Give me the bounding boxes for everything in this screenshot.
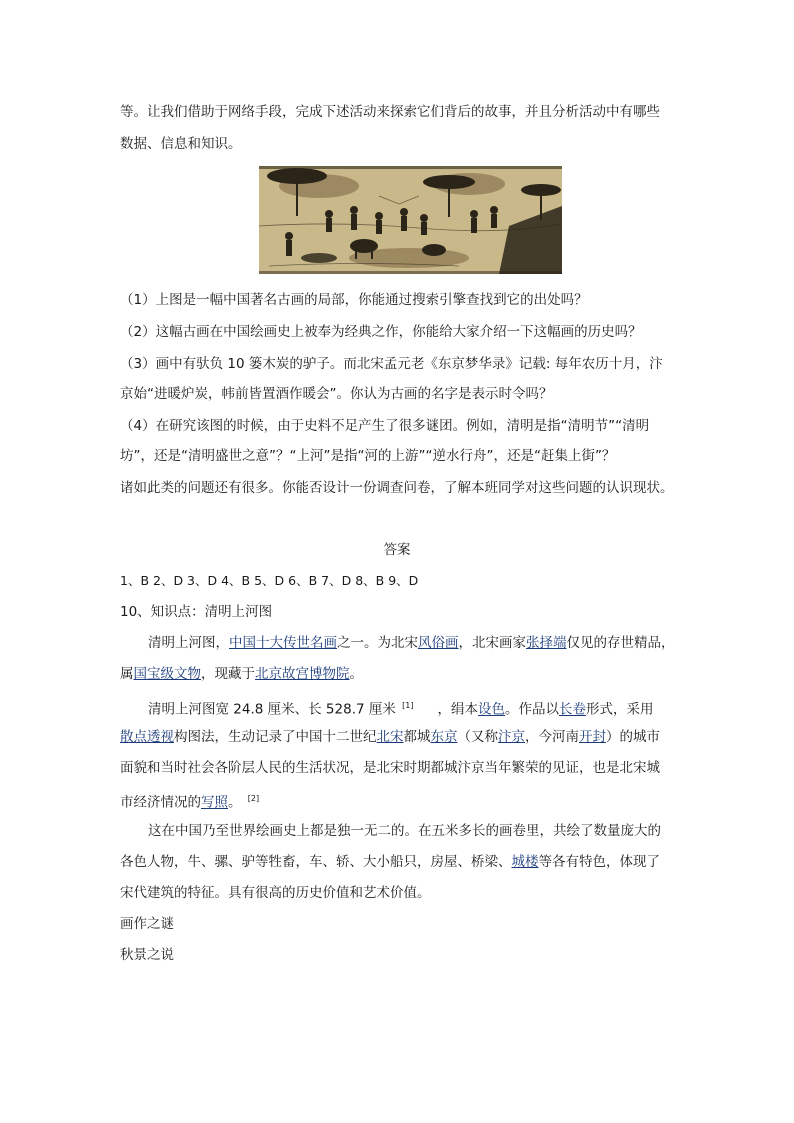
para2-text-i: ）的城市 — [606, 729, 660, 745]
section-autumn-theory: 秋景之说 — [120, 947, 174, 963]
link-scatter-perspective[interactable]: 散点透视 — [120, 729, 174, 745]
question-4-line-1: （4）在研究该图的时候，由于史料不足产生了很多谜团。例如，清明是指“清明节”“清明 — [120, 418, 650, 434]
link-kaifeng[interactable]: 开封 — [579, 729, 606, 745]
para1-text-f: ，现藏于 — [201, 666, 255, 682]
link-dongjing[interactable]: 东京 — [430, 729, 458, 745]
link-northern-song[interactable]: 北宋 — [376, 729, 404, 745]
reference-2[interactable]: [2] — [247, 794, 260, 803]
answer-choices: 1、B 2、D 3、D 4、B 5、D 6、B 7、D 8、B 9、D — [120, 573, 419, 588]
para2-line-4 — [120, 789, 259, 813]
link-city-tower[interactable]: 城楼 — [511, 854, 539, 870]
para1-text-a: 清明上河图， — [148, 635, 229, 651]
intro-line-2: 数据、信息和知识。 — [120, 136, 242, 152]
link-zhang-zeduan[interactable]: 张择端 — [526, 635, 567, 651]
para2-line-1 — [148, 696, 654, 720]
question-4-line-3: 诸如此类的问题还有很多。你能否设计一份调查问卷，了解本班同学对这些问题的认识现状。 — [120, 480, 674, 496]
para1-text-d: 仅见的存世精品， — [566, 635, 675, 651]
link-genre-painting[interactable]: 风俗画 — [418, 635, 459, 651]
para2-text-b: ，绢本 — [437, 701, 479, 718]
question-2: （2）这幅古画在中国绘画史上被奉为经典之作，你能给大家介绍一下这幅画的历史吗？ — [120, 324, 642, 340]
link-portrayal[interactable]: 写照 — [201, 794, 228, 811]
link-top-ten-paintings[interactable]: 中国十大传世名画 — [229, 635, 337, 651]
question-1: （1）上图是一幅中国著名古画的局部，你能通过搜索引擎查找到它的出处吗？ — [120, 292, 588, 308]
link-coloring[interactable]: 设色 — [478, 701, 506, 718]
reference-1[interactable]: [1] — [402, 701, 414, 710]
para3-line-2 — [120, 852, 660, 872]
para2-line-3: 面貌和当时社会各阶层人民的生活状况，是北宋时期都城汴京当年繁荣的见证，也是北宋城 — [120, 760, 660, 776]
para2-text-d: 形式，采用 — [586, 701, 654, 718]
para2-text-h: ，今河南 — [525, 729, 579, 745]
para1-line-2 — [120, 664, 363, 684]
painting-image — [259, 166, 562, 274]
para2-text-g: （又称 — [457, 729, 498, 745]
link-national-treasure[interactable]: 国宝级文物 — [133, 666, 201, 682]
para3-text-b: 等各有特色，体现了 — [538, 854, 660, 870]
question-4-line-2: 坊”，还是“清明盛世之意”？“上河”是指“河的上游”“逆水行舟”，还是“赶集上街”？ — [120, 448, 616, 464]
para2-line-2 — [120, 727, 660, 747]
para2-text-c: 。作品以 — [505, 701, 560, 718]
para3-line-1: 这在中国乃至世界绘画史上都是独一无二的。在五米多长的画卷里，共绘了数量庞大的 — [148, 823, 661, 839]
para3-text-a: 各色人物，牛、骡、驴等牲畜，车、轿、大小船只，房屋、桥梁、 — [120, 854, 512, 870]
para2-text-l: 。 — [228, 794, 246, 811]
para2-text-e: 构图法，生动记录了中国十二世纪 — [174, 729, 377, 745]
question-3-line-1: （3）画中有驮负 10 篓木炭的驴子。而北宋孟元老《东京梦华录》记载: 每年农历十月，汴 — [120, 356, 663, 372]
answers-heading: 答案 — [383, 542, 411, 558]
para2-text-k: 市经济情况的 — [120, 794, 201, 811]
section-painting-mystery: 画作之谜 — [120, 916, 174, 932]
question-3-line-2: 京始“进暖炉炭，帏前皆置酒作暖会”。你认为古画的名字是表示时令吗？ — [120, 386, 553, 402]
para3-line-3: 宋代建筑的特征。具有很高的历史价值和艺术价值。 — [120, 885, 431, 901]
para1-text-b: 之一。为北宋 — [337, 635, 418, 651]
link-bianjing[interactable]: 汴京 — [498, 729, 525, 745]
link-palace-museum[interactable]: 北京故宫博物院 — [255, 666, 350, 682]
para1-text-e: 属 — [120, 666, 134, 682]
para1-line-1 — [148, 633, 675, 653]
link-long-scroll[interactable]: 长卷 — [559, 701, 587, 718]
intro-line-1: 等。让我们借助于网络手段，完成下述活动来探索它们背后的故事，并且分析活动中有哪些 — [120, 104, 660, 120]
answer-item-10: 10、知识点：清明上河图 — [120, 604, 273, 620]
para2-text-f: 都城 — [403, 729, 431, 745]
para1-text-c: ，北宋画家 — [458, 635, 526, 651]
para2-text-a: 清明上河图宽 24.8 厘米、长 528.7 厘米 — [148, 701, 401, 718]
para1-text-g: 。 — [349, 666, 363, 682]
